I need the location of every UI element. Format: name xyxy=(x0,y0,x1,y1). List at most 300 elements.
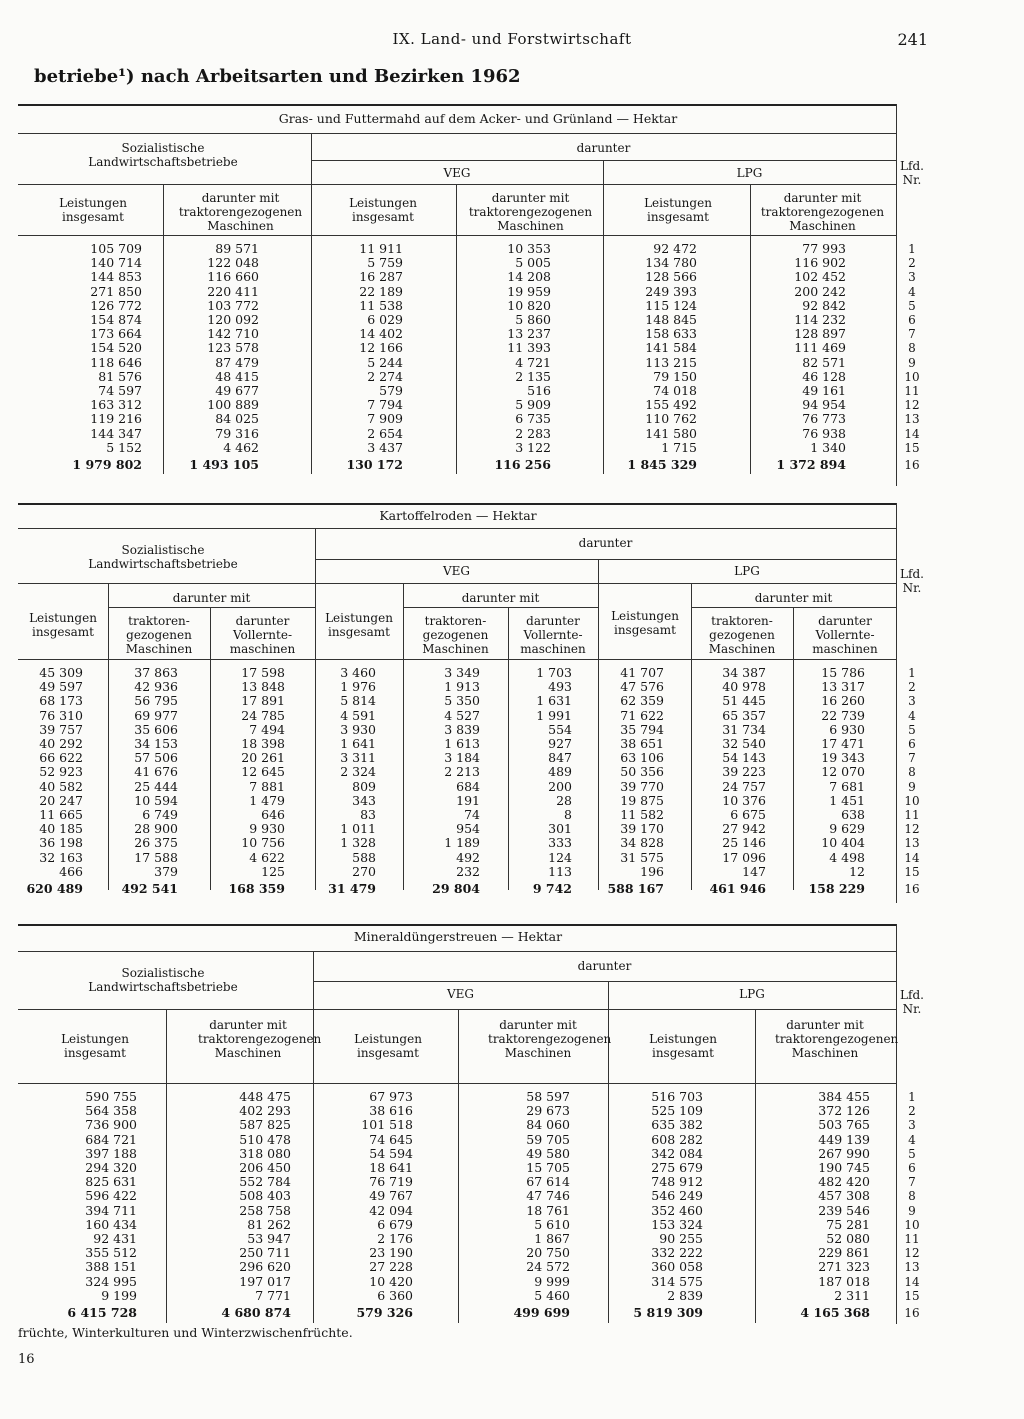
value-cell: 809 xyxy=(352,778,376,794)
value-cell: 5 244 xyxy=(367,354,403,370)
value-cell: 84 060 xyxy=(526,1117,570,1133)
value-cell: 482 420 xyxy=(818,1174,870,1190)
value-cell: 24 572 xyxy=(526,1259,570,1275)
value-cell: 13 317 xyxy=(821,679,865,695)
value-cell: 79 316 xyxy=(215,425,259,441)
value-cell: 825 631 xyxy=(85,1174,137,1190)
row-number: 7 xyxy=(908,1175,916,1190)
value-cell: 20 261 xyxy=(241,750,285,766)
row-number: 6 xyxy=(908,1161,916,1176)
value-cell: 2 324 xyxy=(340,764,376,780)
value-cell: 590 755 xyxy=(85,1089,137,1104)
value-cell: 38 616 xyxy=(369,1103,413,1119)
value-cell: 12 645 xyxy=(241,764,285,780)
value-cell: 596 422 xyxy=(85,1188,137,1204)
value-cell: 154 520 xyxy=(90,340,142,356)
value-cell: 258 758 xyxy=(239,1202,291,1218)
row-number: 2 xyxy=(908,1104,916,1119)
value-cell: 3 839 xyxy=(444,721,480,737)
value-cell: 11 538 xyxy=(359,297,403,313)
value-cell: 3 122 xyxy=(515,439,551,455)
value-cell: 736 900 xyxy=(85,1117,137,1133)
value-cell: 126 772 xyxy=(90,297,142,313)
value-cell: 173 664 xyxy=(90,326,142,342)
value-cell: 2 311 xyxy=(834,1287,870,1303)
value-cell: 25 146 xyxy=(722,835,766,851)
value-cell: 128 897 xyxy=(794,326,846,342)
header-leistungen: Leistungen insgesamt xyxy=(61,1032,129,1060)
value-cell: 54 143 xyxy=(722,750,766,766)
value-cell: 552 784 xyxy=(239,1174,291,1190)
value-cell: 74 597 xyxy=(98,383,142,399)
value-cell: 52 923 xyxy=(39,764,83,780)
value-cell: 4 622 xyxy=(249,849,285,865)
total-cell: 620 489 xyxy=(26,881,83,897)
value-cell: 355 512 xyxy=(85,1245,137,1261)
row-number: 11 xyxy=(904,384,920,399)
value-cell: 39 170 xyxy=(620,821,664,837)
value-cell: 296 620 xyxy=(239,1259,291,1275)
value-cell: 2 839 xyxy=(667,1287,703,1303)
section-title: Mineraldüngerstreuen — Hektar xyxy=(353,929,563,944)
value-cell: 110 762 xyxy=(645,411,697,427)
value-cell: 608 282 xyxy=(651,1131,703,1147)
value-cell: 847 xyxy=(548,750,572,766)
value-cell: 748 912 xyxy=(651,1174,703,1190)
row-number: 8 xyxy=(908,341,916,356)
value-cell: 34 828 xyxy=(620,835,664,851)
row-number: 1 xyxy=(908,242,916,256)
value-cell: 141 580 xyxy=(645,425,697,441)
value-cell: 332 222 xyxy=(651,1245,703,1261)
value-cell: 39 223 xyxy=(722,764,766,780)
value-cell: 113 215 xyxy=(645,354,697,370)
value-cell: 1 867 xyxy=(534,1231,570,1247)
value-cell: 82 571 xyxy=(802,354,846,370)
value-cell: 40 582 xyxy=(39,778,83,794)
value-cell: 40 185 xyxy=(39,821,83,837)
total-cell: 9 742 xyxy=(532,881,572,897)
col-1 xyxy=(121,666,178,896)
value-cell: 12 166 xyxy=(359,340,403,356)
value-cell: 13 848 xyxy=(241,679,285,695)
value-cell: 76 773 xyxy=(802,411,846,427)
row-number: 14 xyxy=(904,850,920,865)
row-number: 7 xyxy=(908,751,916,766)
header-soz: Sozialistische Landwirtschaftsbetriebe xyxy=(88,966,238,994)
value-cell: 10 756 xyxy=(241,835,285,851)
header-lpg: LPG xyxy=(736,166,763,180)
value-cell: 155 492 xyxy=(645,397,697,413)
value-cell: 6 675 xyxy=(730,807,766,823)
row-number: 7 xyxy=(908,327,916,342)
value-cell: 271 323 xyxy=(818,1259,870,1275)
value-cell: 36 198 xyxy=(39,835,83,851)
row-number: 4 xyxy=(908,1132,916,1147)
value-cell: 87 479 xyxy=(215,354,259,370)
col-4 xyxy=(432,666,480,896)
value-cell: 342 084 xyxy=(651,1145,703,1161)
value-cell: 69 977 xyxy=(134,707,178,723)
value-cell: 17 096 xyxy=(722,849,766,865)
value-cell: 232 xyxy=(456,863,480,879)
value-cell: 270 xyxy=(352,863,376,879)
value-cell: 394 711 xyxy=(85,1202,137,1218)
value-cell: 67 614 xyxy=(526,1174,570,1190)
header-darunter-mit: darunter mit traktorengezogenen Maschinen xyxy=(468,191,593,233)
value-cell: 402 293 xyxy=(239,1103,291,1119)
value-cell: 1 976 xyxy=(340,679,376,695)
value-cell: 34 387 xyxy=(722,665,766,680)
value-cell: 134 780 xyxy=(645,255,697,271)
value-cell: 5 152 xyxy=(106,439,142,455)
value-cell: 42 094 xyxy=(369,1202,413,1218)
value-cell: 1 631 xyxy=(536,693,572,709)
value-cell: 8 xyxy=(564,807,572,823)
value-cell: 5 610 xyxy=(534,1216,570,1232)
value-cell: 2 274 xyxy=(367,368,403,384)
value-cell: 25 444 xyxy=(134,778,178,794)
row-number: 9 xyxy=(908,779,916,794)
value-cell: 79 150 xyxy=(653,368,697,384)
value-cell: 14 208 xyxy=(507,269,551,285)
col-8 xyxy=(808,666,865,896)
value-cell: 525 109 xyxy=(651,1103,703,1119)
value-cell: 19 959 xyxy=(507,283,551,299)
lfd-col xyxy=(898,666,926,896)
value-cell: 116 902 xyxy=(794,255,846,271)
value-cell: 1 641 xyxy=(340,736,376,752)
value-cell: 40 978 xyxy=(722,679,766,695)
total-cell: 4 680 874 xyxy=(221,1305,291,1321)
total-cell: 6 415 728 xyxy=(67,1305,137,1321)
value-cell: 493 xyxy=(548,679,572,695)
row-number: 3 xyxy=(908,270,916,285)
value-cell: 22 739 xyxy=(821,707,865,723)
header-darunter-mit: darunter mit xyxy=(172,591,251,605)
value-cell: 318 080 xyxy=(239,1145,291,1161)
value-cell: 503 765 xyxy=(818,1117,870,1133)
value-cell: 37 863 xyxy=(134,665,178,680)
value-cell: 39 757 xyxy=(39,721,83,737)
value-cell: 587 825 xyxy=(239,1117,291,1133)
col-1 xyxy=(189,242,259,472)
value-cell: 3 349 xyxy=(444,665,480,680)
total-cell: 499 699 xyxy=(513,1305,570,1321)
value-cell: 954 xyxy=(456,821,480,837)
total-cell: 588 167 xyxy=(607,881,664,897)
value-cell: 4 527 xyxy=(444,707,480,723)
total-cell: 1 493 105 xyxy=(189,457,259,473)
value-cell: 564 358 xyxy=(85,1103,137,1119)
value-cell: 6 360 xyxy=(377,1287,413,1303)
value-cell: 5 814 xyxy=(340,693,376,709)
value-cell: 352 460 xyxy=(651,1202,703,1218)
value-cell: 1 328 xyxy=(340,835,376,851)
value-cell: 314 575 xyxy=(651,1273,703,1289)
row-number: 11 xyxy=(904,1232,920,1247)
value-cell: 3 460 xyxy=(340,665,376,680)
value-cell: 125 xyxy=(261,863,285,879)
value-cell: 154 874 xyxy=(90,312,142,328)
value-cell: 10 353 xyxy=(507,241,551,256)
value-cell: 684 xyxy=(456,778,480,794)
total-cell: 1 979 802 xyxy=(72,457,142,473)
value-cell: 5 909 xyxy=(515,397,551,413)
value-cell: 6 930 xyxy=(829,721,865,737)
value-cell: 200 xyxy=(548,778,572,794)
row-number: 9 xyxy=(908,1203,916,1218)
value-cell: 22 189 xyxy=(359,283,403,299)
row-number: 16 xyxy=(904,458,920,473)
value-cell: 68 173 xyxy=(39,693,83,709)
total-cell: 31 479 xyxy=(328,881,376,897)
value-cell: 81 576 xyxy=(98,368,142,384)
value-cell: 142 710 xyxy=(207,326,259,342)
header-leistungen: Leistungen insgesamt xyxy=(644,196,712,224)
value-cell: 1 479 xyxy=(249,792,285,808)
value-cell: 77 993 xyxy=(802,241,846,256)
value-cell: 4 591 xyxy=(340,707,376,723)
value-cell: 50 356 xyxy=(620,764,664,780)
value-cell: 9 930 xyxy=(249,821,285,837)
row-number: 15 xyxy=(904,1288,920,1303)
page-number: 241 xyxy=(897,30,928,49)
value-cell: 144 347 xyxy=(90,425,142,441)
value-cell: 16 287 xyxy=(359,269,403,285)
value-cell: 153 324 xyxy=(651,1216,703,1232)
value-cell: 13 237 xyxy=(507,326,551,342)
value-cell: 927 xyxy=(548,736,572,752)
header-darunter-mit: darunter mit traktorengezogenen Maschinen xyxy=(198,1018,322,1060)
value-cell: 11 665 xyxy=(39,807,83,823)
signature-mark: 16 xyxy=(18,1352,35,1367)
value-cell: 114 232 xyxy=(794,312,846,328)
row-number: 10 xyxy=(904,1217,920,1232)
value-cell: 267 990 xyxy=(818,1145,870,1161)
row-number: 13 xyxy=(904,1260,920,1275)
value-cell: 2 283 xyxy=(515,425,551,441)
header-vollernte: darunter Vollernte-maschinen xyxy=(229,614,296,656)
value-cell: 5 759 xyxy=(367,255,403,271)
value-cell: 17 598 xyxy=(241,665,285,680)
value-cell: 128 566 xyxy=(645,269,697,285)
value-cell: 1 991 xyxy=(536,707,572,723)
value-cell: 1 340 xyxy=(810,439,846,455)
header-trakt: traktoren-gezogenen Maschinen xyxy=(422,614,489,656)
value-cell: 397 188 xyxy=(85,1145,137,1161)
header-lpg: LPG xyxy=(739,987,765,1001)
value-cell: 15 705 xyxy=(526,1160,570,1176)
col-1 xyxy=(221,1090,291,1320)
value-cell: 6 679 xyxy=(377,1216,413,1232)
value-cell: 333 xyxy=(548,835,572,851)
row-number: 10 xyxy=(904,793,920,808)
value-cell: 249 393 xyxy=(645,283,697,299)
header-veg: VEG xyxy=(442,564,470,578)
row-number: 12 xyxy=(904,1246,920,1261)
col-3 xyxy=(494,242,551,472)
value-cell: 588 xyxy=(352,849,376,865)
value-cell: 554 xyxy=(548,721,572,737)
value-cell: 3 311 xyxy=(340,750,376,766)
value-cell: 301 xyxy=(548,821,572,837)
value-cell: 103 772 xyxy=(207,297,259,313)
value-cell: 5 350 xyxy=(444,693,480,709)
value-cell: 58 597 xyxy=(526,1089,570,1104)
value-cell: 81 262 xyxy=(247,1216,291,1232)
value-cell: 124 xyxy=(548,849,572,865)
value-cell: 41 676 xyxy=(134,764,178,780)
value-cell: 7 881 xyxy=(249,778,285,794)
value-cell: 15 786 xyxy=(821,665,865,680)
value-cell: 66 622 xyxy=(39,750,83,766)
value-cell: 220 411 xyxy=(207,283,259,299)
row-number: 2 xyxy=(908,256,916,271)
value-cell: 516 xyxy=(527,383,551,399)
header-trakt: traktoren-gezogenen Maschinen xyxy=(708,614,776,656)
value-cell: 59 705 xyxy=(526,1131,570,1147)
value-cell: 76 938 xyxy=(802,425,846,441)
value-cell: 39 770 xyxy=(620,778,664,794)
value-cell: 148 845 xyxy=(645,312,697,328)
row-number: 6 xyxy=(908,737,916,752)
value-cell: 449 139 xyxy=(818,1131,870,1147)
value-cell: 113 xyxy=(548,863,572,879)
value-cell: 10 594 xyxy=(134,792,178,808)
value-cell: 1 703 xyxy=(536,665,572,680)
value-cell: 18 398 xyxy=(241,736,285,752)
value-cell: 6 735 xyxy=(515,411,551,427)
value-cell: 144 853 xyxy=(90,269,142,285)
header-darunter-mit: darunter mit xyxy=(754,591,833,605)
value-cell: 275 679 xyxy=(651,1160,703,1176)
value-cell: 5 460 xyxy=(534,1287,570,1303)
value-cell: 123 578 xyxy=(207,340,259,356)
value-cell: 492 xyxy=(456,849,480,865)
col-7 xyxy=(709,666,766,896)
row-number: 5 xyxy=(908,298,916,313)
value-cell: 158 633 xyxy=(645,326,697,342)
lfd-col xyxy=(898,1090,926,1320)
value-cell: 457 308 xyxy=(818,1188,870,1204)
footnote: früchte, Winterkulturen und Winterzwischenfrüchte. xyxy=(18,1325,353,1340)
value-cell: 466 xyxy=(59,863,83,879)
value-cell: 3 437 xyxy=(367,439,403,455)
header-leistungen: Leistungen insgesamt xyxy=(59,196,127,224)
row-number: 9 xyxy=(908,355,916,370)
row-number: 1 xyxy=(908,1090,916,1104)
header-veg: VEG xyxy=(446,987,474,1001)
row-number: 3 xyxy=(908,694,916,709)
value-cell: 57 506 xyxy=(134,750,178,766)
value-cell: 102 452 xyxy=(794,269,846,285)
row-number: 5 xyxy=(908,1146,916,1161)
value-cell: 18 641 xyxy=(369,1160,413,1176)
row-number: 5 xyxy=(908,722,916,737)
value-cell: 115 124 xyxy=(645,297,697,313)
value-cell: 3 184 xyxy=(444,750,480,766)
total-cell: 158 229 xyxy=(808,881,865,897)
value-cell: 229 861 xyxy=(818,1245,870,1261)
row-number: 13 xyxy=(904,836,920,851)
running-head: IX. Land- und Forstwirtschaft xyxy=(392,30,632,48)
row-number: 1 xyxy=(908,666,916,680)
col-2 xyxy=(346,242,403,472)
value-cell: 379 xyxy=(154,863,178,879)
header-soz: Sozialistische Landwirtschaftsbetriebe xyxy=(88,141,238,169)
col-4 xyxy=(633,1090,703,1320)
value-cell: 187 018 xyxy=(818,1273,870,1289)
row-number: 12 xyxy=(904,822,920,837)
value-cell: 190 745 xyxy=(818,1160,870,1176)
total-cell: 29 804 xyxy=(432,881,480,897)
value-cell: 45 309 xyxy=(39,665,83,680)
value-cell: 343 xyxy=(352,792,376,808)
value-cell: 388 151 xyxy=(85,1259,137,1275)
value-cell: 119 216 xyxy=(90,411,142,427)
value-cell: 65 357 xyxy=(722,707,766,723)
value-cell: 16 260 xyxy=(821,693,865,709)
value-cell: 84 025 xyxy=(215,411,259,427)
value-cell: 116 660 xyxy=(207,269,259,285)
value-cell: 101 518 xyxy=(361,1117,413,1133)
value-cell: 75 281 xyxy=(826,1216,870,1232)
value-cell: 384 455 xyxy=(818,1089,870,1104)
value-cell: 17 471 xyxy=(821,736,865,752)
value-cell: 3 930 xyxy=(340,721,376,737)
value-cell: 2 213 xyxy=(444,764,480,780)
col-2 xyxy=(228,666,285,896)
value-cell: 239 546 xyxy=(818,1202,870,1218)
value-cell: 34 153 xyxy=(134,736,178,752)
header-leistungen: Leistungen insgesamt xyxy=(349,196,417,224)
value-cell: 1 451 xyxy=(829,792,865,808)
value-cell: 9 199 xyxy=(101,1287,137,1303)
value-cell: 74 645 xyxy=(369,1131,413,1147)
value-cell: 49 767 xyxy=(369,1188,413,1204)
value-cell: 163 312 xyxy=(90,397,142,413)
header-lfd: Lfd. Nr. xyxy=(900,988,924,1016)
value-cell: 27 228 xyxy=(369,1259,413,1275)
total-cell: 4 165 368 xyxy=(800,1305,870,1321)
value-cell: 90 255 xyxy=(659,1231,703,1247)
main-title: betriebe¹) nach Arbeitsarten und Bezirken 1962 xyxy=(34,66,521,87)
col-6 xyxy=(607,666,664,896)
value-cell: 46 128 xyxy=(802,368,846,384)
header-darunter-mit: darunter mit traktorengezogenen Maschinen xyxy=(488,1018,612,1060)
value-cell: 62 359 xyxy=(620,693,664,709)
value-cell: 17 588 xyxy=(134,849,178,865)
total-cell: 130 172 xyxy=(346,457,403,473)
value-cell: 71 622 xyxy=(620,707,664,723)
value-cell: 92 472 xyxy=(653,241,697,256)
value-cell: 140 714 xyxy=(90,255,142,271)
value-cell: 635 382 xyxy=(651,1117,703,1133)
col-5 xyxy=(776,242,846,472)
value-cell: 200 242 xyxy=(794,283,846,299)
total-cell: 116 256 xyxy=(494,457,551,473)
header-lfd: Lfd. Nr. xyxy=(900,159,924,187)
value-cell: 508 403 xyxy=(239,1188,291,1204)
value-cell: 2 176 xyxy=(377,1231,413,1247)
col-2 xyxy=(356,1090,413,1320)
total-cell: 168 359 xyxy=(228,881,285,897)
col-5 xyxy=(533,666,572,896)
total-cell: 492 541 xyxy=(121,881,178,897)
row-number: 14 xyxy=(904,1274,920,1289)
section-title: Kartoffelroden — Hektar xyxy=(379,508,537,523)
